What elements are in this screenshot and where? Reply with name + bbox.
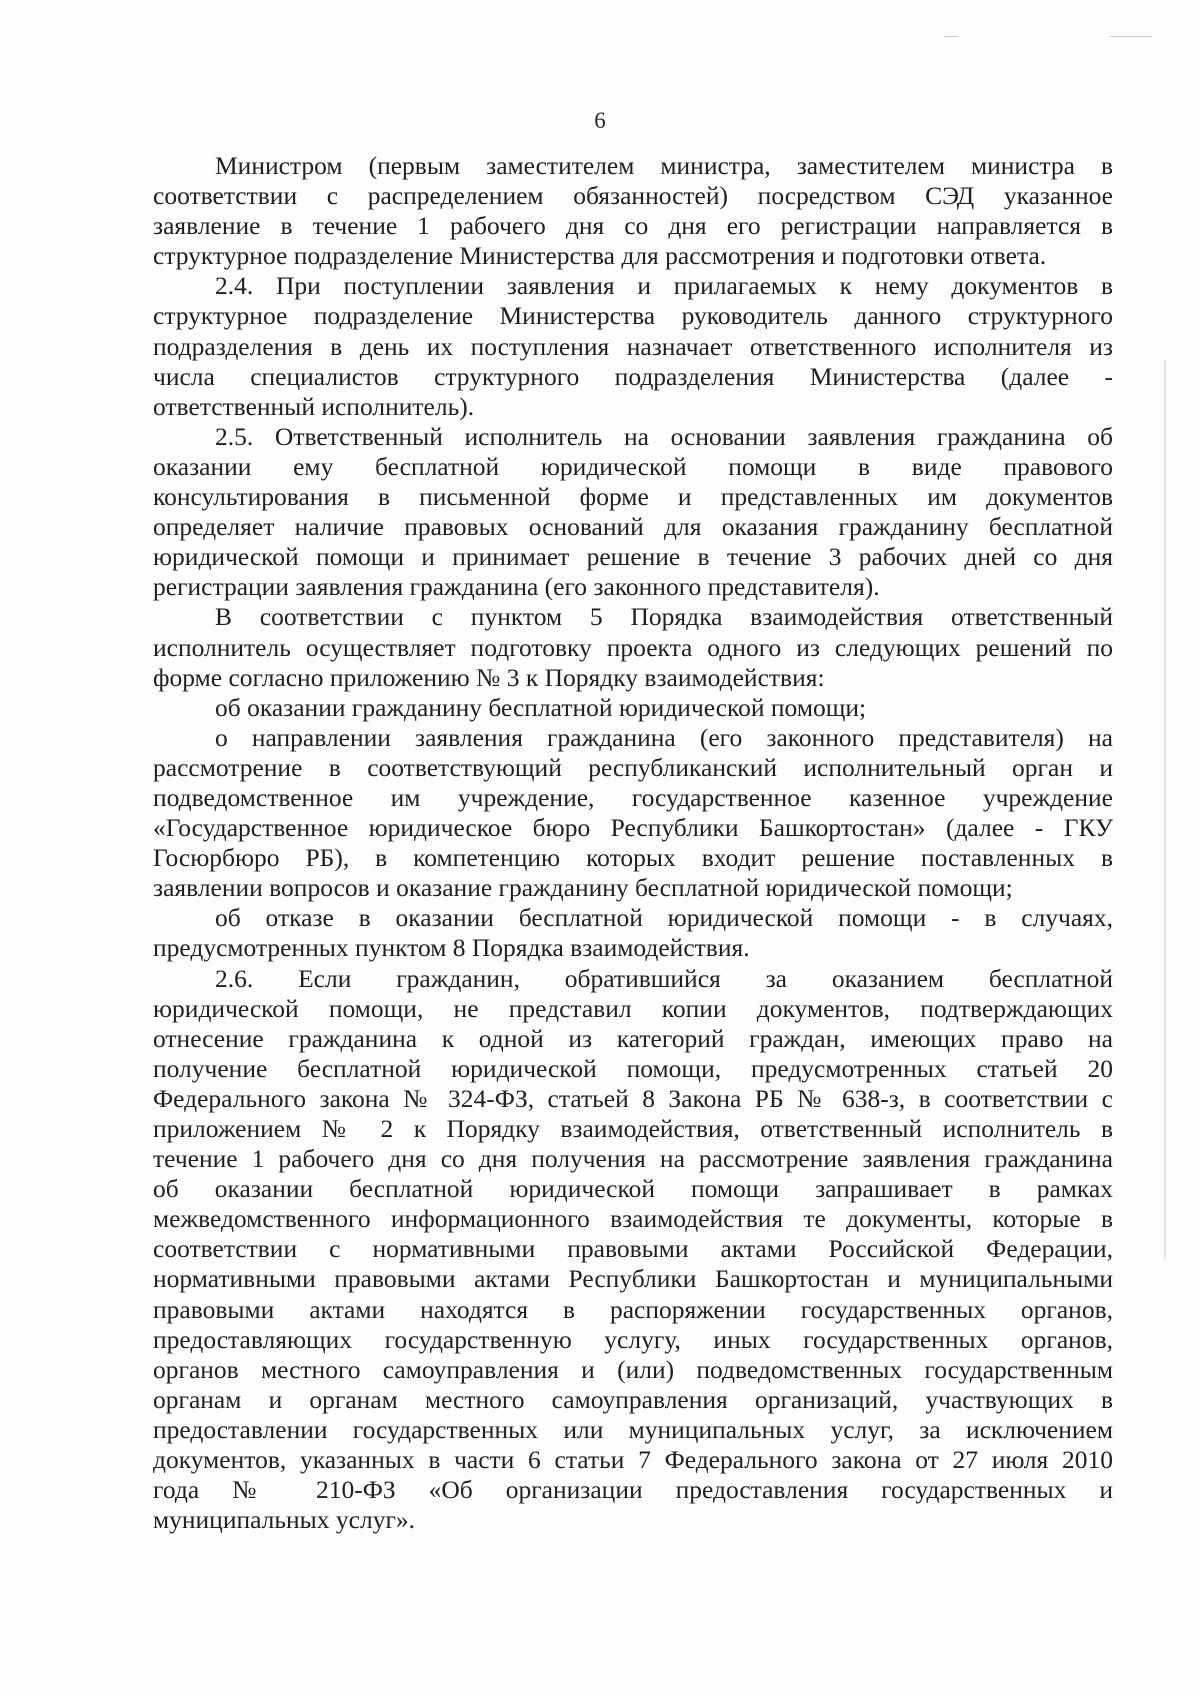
- page-number: 6: [594, 108, 606, 133]
- text-line: об оказании бесплатной юридической помощи запрашивает в рамках: [153, 1174, 1113, 1204]
- scan-edge-artifact: [1164, 360, 1166, 1260]
- text-line: соответствии с распределением обязанностей) посредством СЭД указанное: [153, 181, 1113, 211]
- text-line: рассмотрение в соответствующий республиканский исполнительный орган и: [153, 752, 1113, 782]
- document-body: [153, 151, 1113, 1535]
- text-line: В соответствии с пунктом 5 Порядка взаимодействия ответственный: [215, 602, 1113, 632]
- scan-artifact: [1110, 36, 1152, 37]
- text-line: документов, указанных в части 6 статьи 7 Федерального закона от 27 июля 2010: [153, 1445, 1113, 1475]
- text-line: Министром (первым заместителем министра, заместителем министра в: [215, 151, 1113, 180]
- text-line: подразделения в день их поступления назначает ответственного исполнителя из: [153, 331, 1113, 361]
- text-line: 2.6. Если гражданин, обратившийся за оказанием бесплатной: [215, 963, 1113, 993]
- text-line: течение 1 рабочего дня со дня получения на рассмотрение заявления гражданина: [153, 1144, 1113, 1174]
- text-line: о направлении заявления гражданина (его законного представителя) на: [215, 722, 1113, 752]
- text-line: приложением № 2 к Порядку взаимодействия, ответственный исполнитель в: [153, 1114, 1113, 1143]
- text-line: отнесение гражданина к одной из категорий граждан, имеющих право на: [153, 1023, 1113, 1053]
- text-line: муниципальных услуг».: [153, 1505, 416, 1535]
- scan-artifact: [944, 36, 958, 37]
- text-line: исполнитель осуществляет подготовку проекта одного из следующих решений по: [153, 632, 1113, 662]
- text-line: Федерального закона № 324-ФЗ, статьей 8 Закона РБ № 638-з, в соответствии с: [153, 1083, 1113, 1113]
- text-line: межведомственного информационного взаимодействия те документы, которые в: [153, 1204, 1113, 1234]
- text-line: заявлении вопросов и оказание гражданину бесплатной юридической помощи;: [153, 873, 1013, 903]
- text-line: 2.5. Ответственный исполнитель на основании заявления гражданина об: [215, 421, 1113, 451]
- text-line: консультирования в письменной форме и представленных им документов: [153, 482, 1113, 512]
- text-line: ответственный исполнитель).: [153, 391, 475, 421]
- text-line: «Государственное юридическое бюро Республики Башкортостан» (далее - ГКУ: [153, 813, 1113, 843]
- text-line: получение бесплатной юридической помощи, предусмотренных статьей 20: [153, 1053, 1113, 1083]
- text-line: предоставлении государственных или муниципальных услуг, за исключением: [153, 1414, 1113, 1444]
- text-line: структурное подразделение Министерства руководитель данного структурного: [153, 301, 1113, 331]
- text-line: определяет наличие правовых оснований для оказания гражданину бесплатной: [153, 512, 1113, 542]
- text-line: 2.4. При поступлении заявления и прилагаемых к нему документов в: [215, 271, 1113, 301]
- text-line: юридической помощи, не представил копии документов, подтверждающих: [153, 993, 1113, 1023]
- text-line: предоставляющих государственную услугу, иных государственных органов,: [153, 1324, 1113, 1354]
- text-line: соответствии с нормативными правовыми актами Российской Федерации,: [153, 1234, 1113, 1264]
- text-line: регистрации заявления гражданина (его законного представителя).: [153, 572, 880, 602]
- text-line: нормативными правовыми актами Республики Башкортостан и муниципальными: [153, 1264, 1113, 1294]
- text-line: предусмотренных пунктом 8 Порядка взаимодействия.: [153, 933, 750, 963]
- text-line: об отказе в оказании бесплатной юридической помощи - в случаях,: [215, 903, 1113, 933]
- text-line: структурное подразделение Министерства для рассмотрения и подготовки ответа.: [153, 241, 1047, 271]
- text-line: оказании ему бесплатной юридической помощи в виде правового: [153, 451, 1113, 481]
- text-line: форме согласно приложению № 3 к Порядку взаимодействия:: [153, 662, 825, 692]
- text-line: числа специалистов структурного подразделения Министерства (далее -: [153, 361, 1113, 391]
- text-line: юридической помощи и принимает решение в течение 3 рабочих дней со дня: [153, 542, 1113, 572]
- text-line: года № 210-ФЗ «Об организации предоставления государственных и: [153, 1475, 1113, 1505]
- text-line: Госюрбюро РБ), в компетенцию которых входит решение поставленных в: [153, 843, 1113, 873]
- text-line: органам и органам местного самоуправления организаций, участвующих в: [153, 1384, 1113, 1414]
- text-line: заявление в течение 1 рабочего дня со дня его регистрации направляется в: [153, 211, 1113, 241]
- text-line: правовыми актами находятся в распоряжении государственных органов,: [153, 1294, 1113, 1324]
- text-line: органов местного самоуправления и (или) подведомственных государственным: [153, 1354, 1113, 1384]
- text-line: об оказании гражданину бесплатной юридической помощи;: [215, 692, 867, 722]
- text-line: подведомственное им учреждение, государственное казенное учреждение: [153, 782, 1113, 812]
